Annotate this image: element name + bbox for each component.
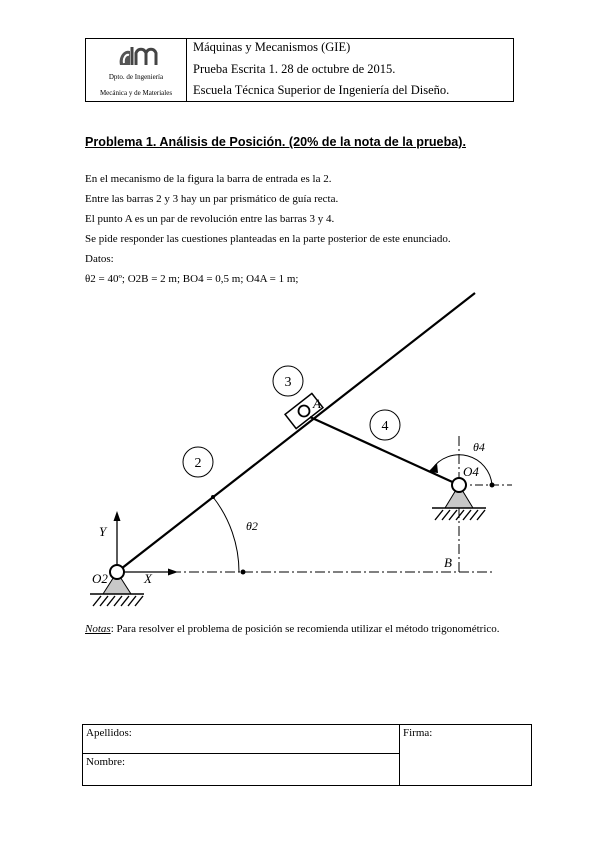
joint-O4 (452, 478, 466, 492)
data-heading: Datos: (85, 253, 114, 265)
link-3-number: 3 (284, 375, 292, 390)
signature-divider-vertical (399, 725, 400, 785)
x-axis-arrowhead (168, 569, 178, 576)
ground-hatch-O4 (435, 510, 485, 520)
label-theta4: θ4 (473, 440, 485, 454)
exam-date: Prueba Escrita 1. 28 de octubre de 2015. (193, 62, 396, 76)
surname-field-label: Apellidos: (86, 727, 132, 739)
theta2-arc-start-dot (211, 495, 215, 499)
theta4-arrowhead (428, 463, 438, 473)
label-A: A (313, 396, 321, 411)
link-4-number: 4 (381, 419, 389, 434)
statement-line-3: El punto A es un par de revolución entre las barras 3 y 4. (85, 213, 335, 225)
link-2-bar (117, 293, 475, 572)
y-axis-arrowhead (114, 511, 121, 521)
data-values: θ2 = 40º; O2B = 2 m; BO4 = 0,5 m; O4A = 1 m; (85, 273, 299, 285)
label-B: B (444, 555, 452, 570)
signature-divider-horizontal (83, 753, 399, 754)
label-O2: O2 (92, 571, 108, 586)
notes-text: : Para resolver el problema de posición se recomienda utilizar el método trigonométrico. (110, 623, 500, 635)
signature-table (82, 724, 532, 786)
label-X: X (144, 571, 152, 586)
label-O4: O4 (463, 464, 479, 479)
name-field-label: Nombre: (86, 756, 126, 768)
statement-line-4: Se pide responder las cuestiones planteadas en la parte posterior de este enunciado. (85, 233, 451, 245)
theta2-arc (213, 497, 239, 572)
dept-line-2: Mecánica y de Materiales (99, 89, 173, 97)
link-2-number: 2 (194, 456, 202, 471)
signature-field-label: Firma: (403, 727, 433, 739)
notes (85, 622, 505, 636)
course-title: Máquinas y Mecanismos (GIE) (193, 40, 351, 54)
dept-line-1: Dpto. de Ingeniería (108, 73, 164, 81)
ground-hatch-O2 (93, 596, 143, 606)
theta4-arc-dot (490, 483, 495, 488)
theta2-arc-end-dot (241, 570, 246, 575)
joint-A (299, 406, 310, 417)
statement-line-2: Entre las barras 2 y 3 hay un par prismático de guía recta. (85, 193, 339, 205)
problem-title: Problema 1. Análisis de Posición. (20% de la nota de la prueba). (85, 135, 466, 149)
label-theta2: θ2 (246, 519, 258, 533)
statement-line-1: En el mecanismo de la figura la barra de entrada es la 2. (85, 173, 332, 185)
school-name: Escuela Técnica Superior de Ingeniería del Diseño. (193, 83, 450, 97)
joint-O2 (110, 565, 124, 579)
notes-label: Notas (85, 623, 111, 635)
label-Y: Y (99, 524, 107, 539)
